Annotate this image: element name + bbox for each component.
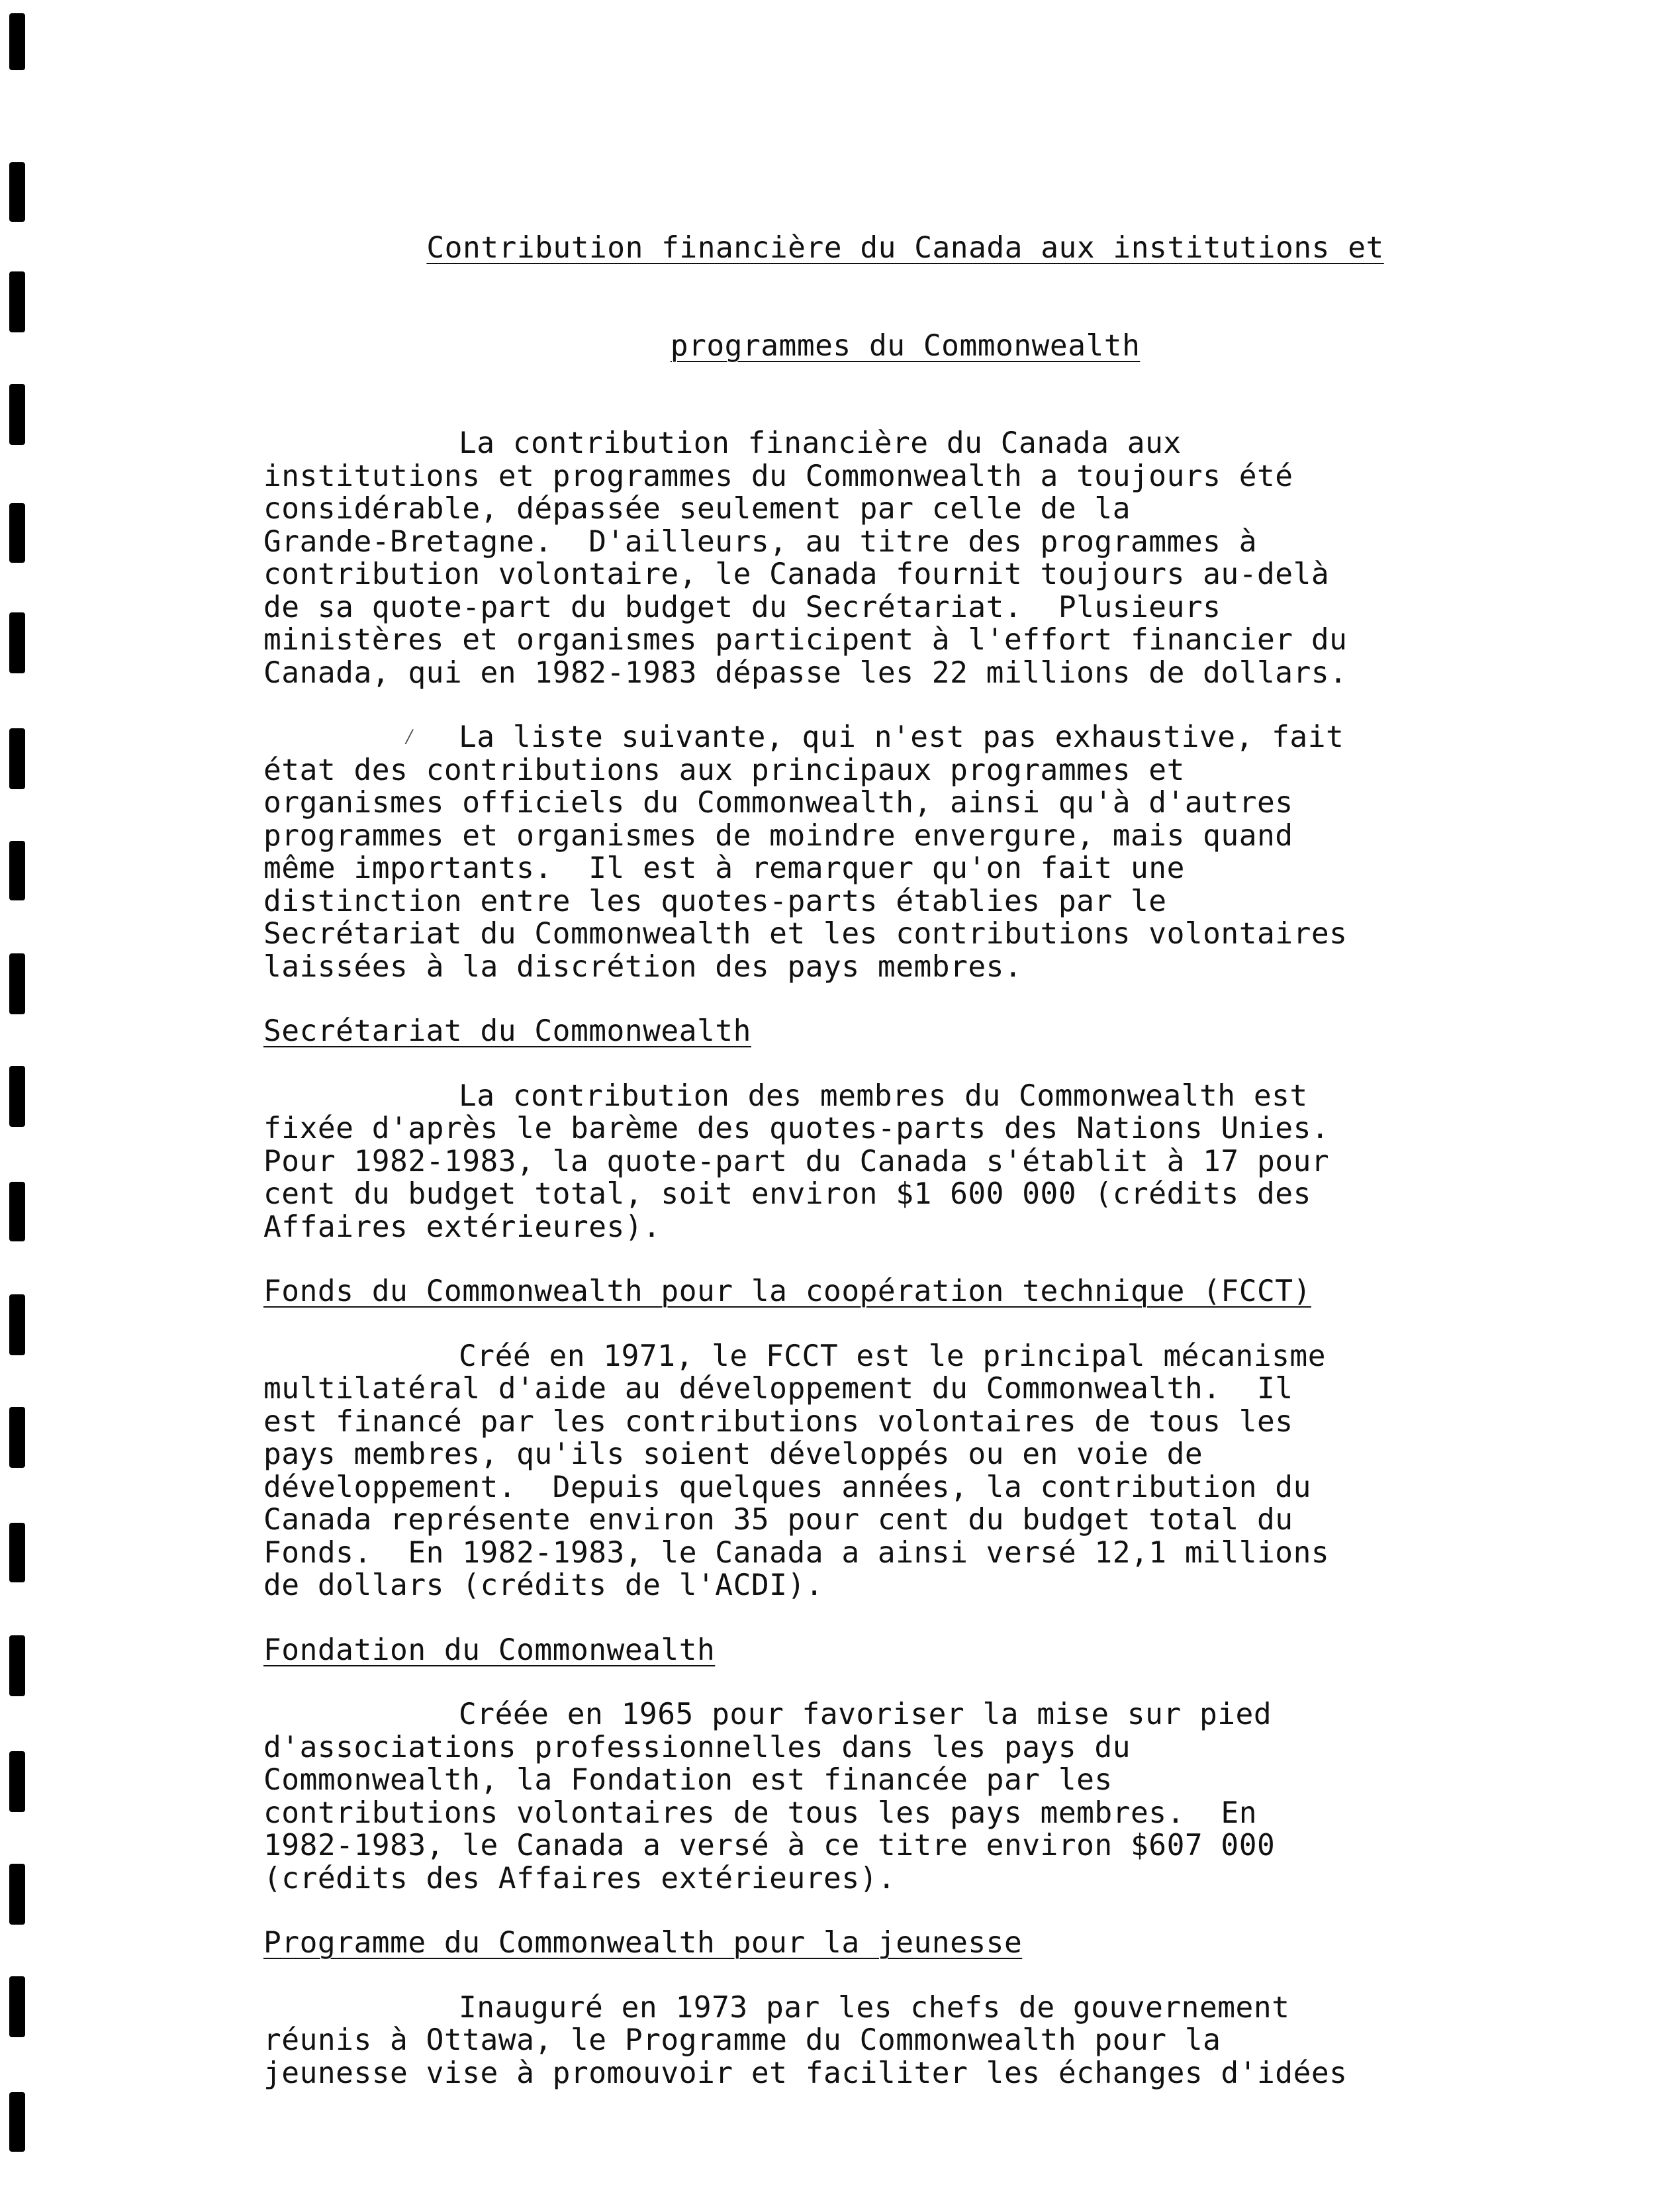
text-line: Affaires extérieures). xyxy=(263,1210,661,1244)
text-line: contributions volontaires de tous les pays membres. En xyxy=(263,1796,1258,1830)
text-line: pays membres, qu'ils soient développés ou en voie de xyxy=(263,1437,1203,1471)
text-line: Grande-Bretagne. D'ailleurs, au titre des programmes à xyxy=(263,524,1258,559)
section-fondation xyxy=(263,1634,1475,1896)
section-heading: Fonds du Commonwealth pour la coopération technique (FCCT) xyxy=(263,1274,1311,1308)
text-line: multilatéral d'aide au développement du Commonwealth. Il xyxy=(263,1372,1293,1406)
text-line: contribution volontaire, le Canada fournit toujours au-delà xyxy=(263,557,1330,591)
binding-hole xyxy=(9,271,25,332)
handwritten-check-mark: ⁄ xyxy=(402,724,416,750)
text-line: Inauguré en 1973 par les chefs de gouvernement xyxy=(459,1990,1290,2025)
section-secretariat xyxy=(263,1015,1475,1243)
document-title-continued xyxy=(263,297,1475,396)
text-line: Secrétariat du Commonwealth et les contributions volontaires xyxy=(263,917,1348,951)
intro-paragraph-1 xyxy=(263,427,1475,689)
binding-hole xyxy=(9,1523,25,1582)
text-line: est financé par les contributions volontaires de tous les xyxy=(263,1404,1293,1439)
document-title xyxy=(263,199,1475,297)
text-line: Pour 1982-1983, la quote-part du Canada s'établit à 17 pour xyxy=(263,1144,1330,1178)
text-line: de dollars (crédits de l'ACDI). xyxy=(263,1568,824,1602)
binding-hole xyxy=(9,1635,25,1696)
binding-hole xyxy=(9,13,25,70)
binding-hole xyxy=(9,841,25,900)
text-line: Canada, qui en 1982-1983 dépasse les 22 millions de dollars. xyxy=(263,655,1348,690)
text-line: fixée d'après le barème des quotes-parts des Nations Unies. xyxy=(263,1112,1330,1145)
binding-hole xyxy=(9,503,25,563)
text-line: cent du budget total, soit environ $1 600 000 (crédits des xyxy=(263,1177,1311,1211)
text-line: La liste suivante, qui n'est pas exhaustive, fait xyxy=(459,720,1344,754)
text-line: réunis à Ottawa, le Programme du Commonwealth pour la xyxy=(263,2023,1221,2057)
intro-paragraph-2 xyxy=(263,721,1475,983)
section-fcct xyxy=(263,1275,1475,1602)
binding-hole xyxy=(9,1182,25,1241)
binding-hole xyxy=(9,1066,25,1127)
text-line: Commonwealth, la Fondation est financée par les xyxy=(263,1763,1113,1797)
text-line: organismes officiels du Commonwealth, ainsi qu'à d'autres xyxy=(263,786,1293,820)
section-heading: Secrétariat du Commonwealth xyxy=(263,1014,751,1048)
text-line: Créée en 1965 pour favoriser la mise sur pied xyxy=(459,1698,1272,1731)
binding-hole xyxy=(9,612,25,673)
text-line: institutions et programmes du Commonwealth a toujours été xyxy=(263,459,1293,493)
text-line: (crédits des Affaires extérieures). xyxy=(263,1861,896,1896)
section-heading: Fondation du Commonwealth xyxy=(263,1633,716,1667)
text-line: ministères et organismes participent à l'effort financier du xyxy=(263,623,1348,657)
text-line: Fonds. En 1982-1983, le Canada a ainsi versé 12,1 millions xyxy=(263,1535,1330,1570)
text-line: distinction entre les quotes-parts établies par le xyxy=(263,884,1167,918)
binding-hole xyxy=(9,384,25,445)
text-line: laissées à la discrétion des pays membres. xyxy=(263,949,1023,984)
text-line: programmes et organismes de moindre envergure, mais quand xyxy=(263,818,1293,853)
text-line: considérable, dépassée seulement par celle de la xyxy=(263,492,1131,526)
binding-hole xyxy=(9,1294,25,1355)
text-line: La contribution financière du Canada aux xyxy=(459,426,1182,460)
text-line: de sa quote-part du budget du Secrétariat. Plusieurs xyxy=(263,590,1221,624)
text-line: La contribution des membres du Commonwealth est xyxy=(459,1079,1308,1113)
text-line: état des contributions aux principaux programmes et xyxy=(263,753,1185,787)
binding-hole xyxy=(9,1751,25,1812)
binding-hole xyxy=(9,953,25,1014)
section-jeunesse xyxy=(263,1927,1475,2090)
binding-hole xyxy=(9,2092,25,2152)
text-line: 1982-1983, le Canada a versé à ce titre environ $607 000 xyxy=(263,1829,1276,1862)
binding-hole xyxy=(9,1976,25,2037)
section-heading: Programme du Commonwealth pour la jeunesse xyxy=(263,1926,1023,1960)
text-line: Canada représente environ 35 pour cent du budget total du xyxy=(263,1503,1293,1537)
text-line: jeunesse vise à promouvoir et faciliter les échanges d'idées xyxy=(263,2056,1348,2090)
text-line: même importants. Il est à remarquer qu'on fait une xyxy=(263,851,1185,885)
binding-hole xyxy=(9,1407,25,1468)
binding-hole xyxy=(9,1864,25,1925)
binding-holes xyxy=(0,0,40,2210)
text-line: d'associations professionnelles dans les pays du xyxy=(263,1730,1131,1764)
binding-hole xyxy=(9,162,25,222)
document-page xyxy=(263,199,1475,2090)
title-line-2: programmes du Commonwealth xyxy=(670,329,1141,363)
binding-hole xyxy=(9,728,25,789)
text-line: Créé en 1971, le FCCT est le principal mécanisme xyxy=(459,1339,1326,1373)
title-line-1: Contribution financière du Canada aux institutions et xyxy=(426,230,1384,265)
text-line: développement. Depuis quelques années, la contribution du xyxy=(263,1470,1311,1504)
